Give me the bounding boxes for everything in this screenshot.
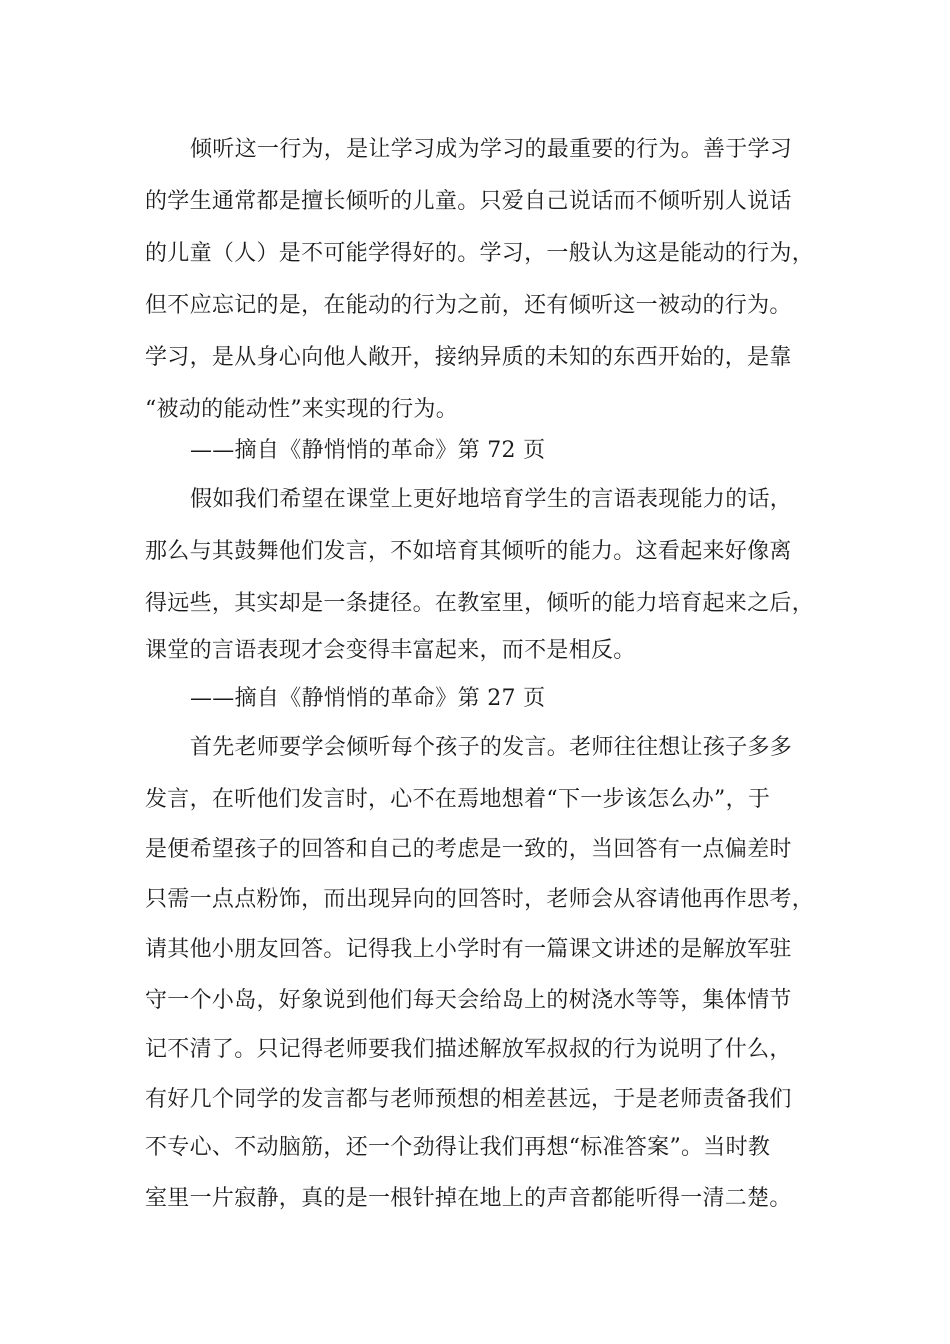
citation-2: ——摘自《静悄悄的革命》第 27 页 bbox=[190, 686, 546, 711]
paragraph-1-line-3: 的儿童（人）是不可能学得好的。学习，一般认为这是能动的行为， bbox=[145, 241, 815, 266]
paragraph-3-line-5: 请其他小朋友回答。记得我上小学时有一篇课文讲述的是解放军驻 bbox=[145, 937, 792, 962]
paragraph-3-line-7: 记不清了。只记得老师要我们描述解放军叔叔的行为说明了什么， bbox=[145, 1037, 792, 1062]
paragraph-3-line-9: 不专心、不动脑筋，还一个劲得让我们再想“标准答案”。当时教 bbox=[145, 1135, 771, 1160]
paragraph-1-line-2: 的学生通常都是擅长倾听的儿童。只爱自己说话而不倾听别人说话 bbox=[145, 189, 792, 214]
paragraph-3-line-3: 是便希望孩子的回答和自己的考虑是一致的，当回答有一点偏差时 bbox=[145, 837, 792, 862]
paragraph-3-line-4: 只需一点点粉饰，而出现异向的回答时，老师会从容请他再作思考， bbox=[145, 887, 815, 912]
paragraph-1-line-6: “被动的能动性”来实现的行为。 bbox=[145, 397, 458, 422]
paragraph-3-line-10: 室里一片寂静，真的是一根针掉在地上的声音都能听得一清二楚。 bbox=[145, 1186, 792, 1211]
citation-1: ——摘自《静悄悄的革命》第 72 页 bbox=[190, 438, 546, 463]
paragraph-1-line-4: 但不应忘记的是，在能动的行为之前，还有倾听这一被动的行为。 bbox=[145, 293, 792, 318]
paragraph-1-line-1: 倾听这一行为，是让学习成为学习的最重要的行为。善于学习 bbox=[190, 137, 793, 162]
paragraph-2-line-1: 假如我们希望在课堂上更好地培育学生的言语表现能力的话， bbox=[190, 487, 793, 512]
paragraph-3-line-8: 有好几个同学的发言都与老师预想的相差甚远，于是老师责备我们 bbox=[145, 1087, 792, 1112]
paragraph-3-line-1: 首先老师要学会倾听每个孩子的发言。老师往往想让孩子多多 bbox=[190, 735, 793, 760]
paragraph-3-line-2: 发言，在听他们发言时，心不在焉地想着“下一步该怎么办”，于 bbox=[145, 787, 771, 812]
paragraph-2-line-3: 得远些，其实却是一条捷径。在教室里，倾听的能力培育起来之后， bbox=[145, 591, 815, 616]
paragraph-1-line-5: 学习，是从身心向他人敞开，接纳异质的未知的东西开始的，是靠 bbox=[145, 345, 792, 370]
paragraph-2-line-4: 课堂的言语表现才会变得丰富起来，而不是相反。 bbox=[145, 638, 636, 663]
paragraph-2-line-2: 那么与其鼓舞他们发言，不如培育其倾听的能力。这看起来好像离 bbox=[145, 539, 792, 564]
paragraph-3-line-6: 守一个小岛，好象说到他们每天会给岛上的树浇水等等，集体情节 bbox=[145, 988, 792, 1013]
